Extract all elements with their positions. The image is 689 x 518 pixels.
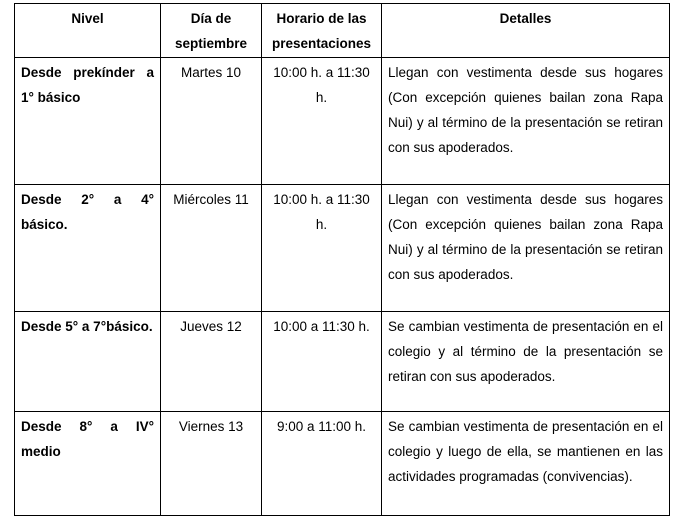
- table-row: [15, 57, 670, 184]
- cell-dia: Martes 10: [161, 57, 262, 184]
- table-row: [15, 411, 670, 515]
- header-nivel: Nivel: [15, 4, 161, 58]
- header-horario: Horario de las presentaciones: [262, 4, 382, 58]
- cell-horario: 10:00 h. a 11:30 h.: [262, 57, 382, 184]
- table-header-row: [15, 4, 670, 58]
- cell-nivel: Desde prekínder a 1° básico: [15, 57, 161, 184]
- cell-detalles: Llegan con vestimenta desde sus hogares (Con excepción quienes bailan zona Rapa Nui) y al término de la presentación se retiran con sus apoderados.: [382, 184, 670, 311]
- header-detalles: Detalles: [382, 4, 670, 58]
- cell-horario: 10:00 h. a 11:30 h.: [262, 184, 382, 311]
- cell-nivel: Desde 8° a IV° medio: [15, 411, 161, 515]
- cell-detalles: Se cambian vestimenta de presentación en el colegio y luego de ella, se mantienen en las actividades programadas (convivencias).: [382, 411, 670, 515]
- presentation-schedule-table: [14, 3, 670, 516]
- cell-dia: Jueves 12: [161, 311, 262, 411]
- table-row: [15, 311, 670, 411]
- cell-nivel: Desde 2° a 4° básico.: [15, 184, 161, 311]
- header-dia: Día de septiembre: [161, 4, 262, 58]
- cell-detalles: Llegan con vestimenta desde sus hogares (Con excepción quienes bailan zona Rapa Nui) y al término de la presentación se retiran con sus apoderados.: [382, 57, 670, 184]
- cell-nivel: Desde 5° a 7°básico.: [15, 311, 161, 411]
- cell-dia: Viernes 13: [161, 411, 262, 515]
- cell-detalles: Se cambian vestimenta de presentación en el colegio y al término de la presentación se retiran con sus apoderados.: [382, 311, 670, 411]
- table-row: [15, 184, 670, 311]
- cell-dia: Miércoles 11: [161, 184, 262, 311]
- cell-horario: 10:00 a 11:30 h.: [262, 311, 382, 411]
- cell-horario: 9:00 a 11:00 h.: [262, 411, 382, 515]
